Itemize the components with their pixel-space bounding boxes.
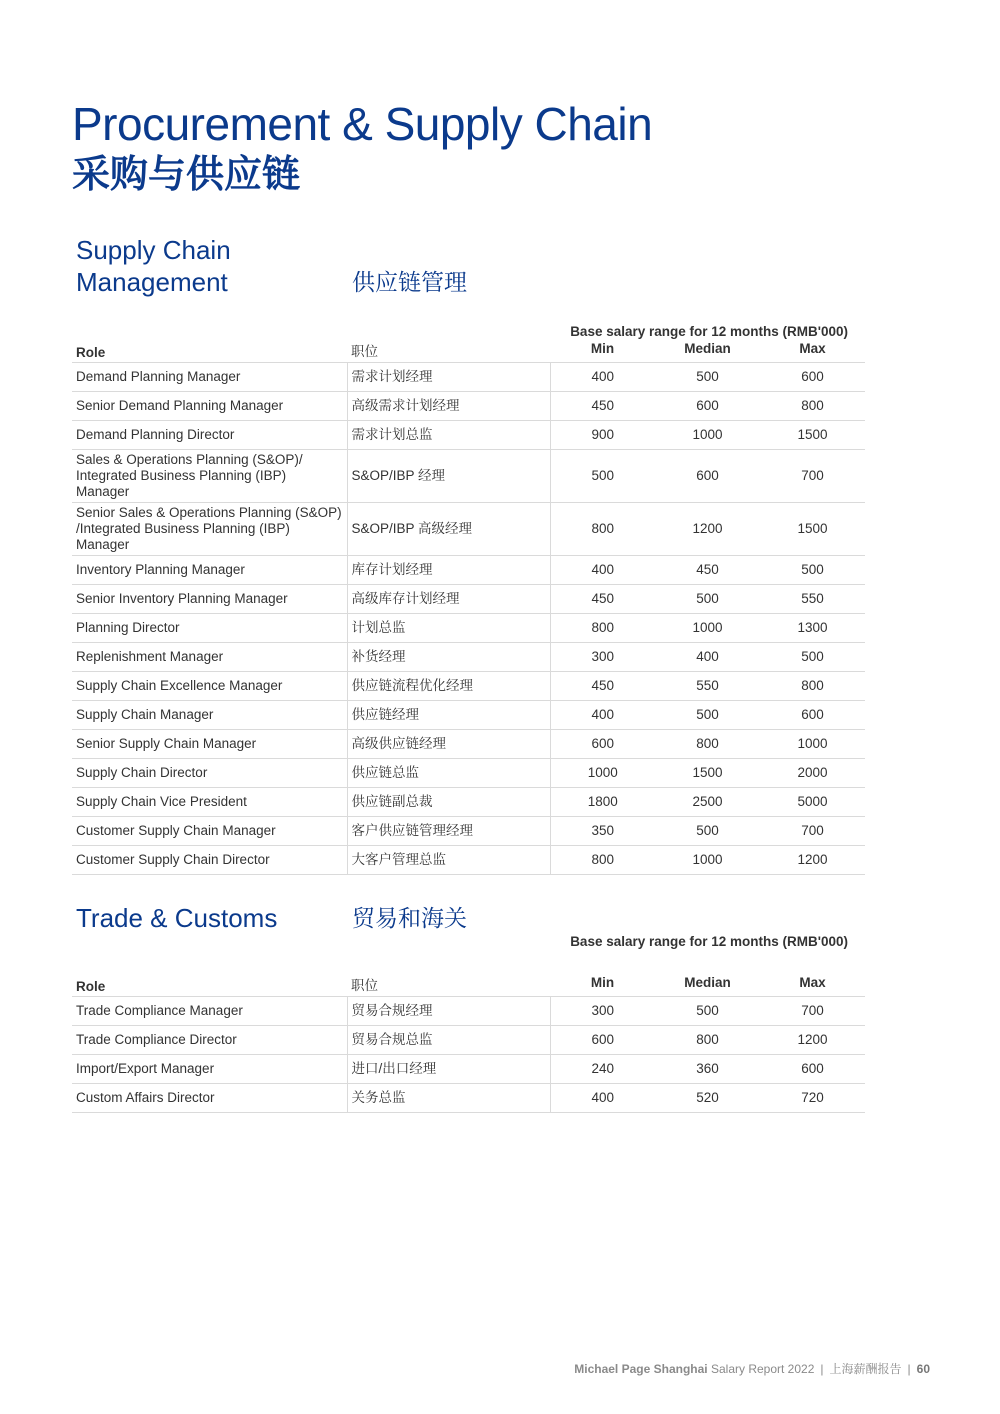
max-salary-cell: 600 <box>760 701 865 730</box>
max-salary-cell: 1500 <box>760 421 865 450</box>
position-cell: 贸易合规经理 <box>347 997 550 1026</box>
min-salary-cell: 800 <box>550 846 655 875</box>
role-cell: Sales & Operations Planning (S&OP)/ Integrated Business Planning (IBP) Manager <box>72 450 347 503</box>
role-cell: Senior Sales & Operations Planning (S&OP) /Integrated Business Planning (IBP) Manager <box>72 503 347 556</box>
median-salary-cell: 450 <box>655 556 760 585</box>
min-salary-cell: 400 <box>550 363 655 392</box>
role-cell: Demand Planning Director <box>72 421 347 450</box>
supply-chain-management-section <box>72 234 864 875</box>
median-salary-cell: 1200 <box>655 503 760 556</box>
section-title-chinese: 供应链管理 <box>352 269 467 295</box>
median-salary-cell: 550 <box>655 672 760 701</box>
max-salary-cell: 1200 <box>760 1026 865 1055</box>
table-row <box>72 1084 865 1113</box>
table-row <box>72 503 865 556</box>
salary-table <box>72 328 865 875</box>
footer-report: Salary Report 2022 <box>710 1362 815 1376</box>
table-row <box>72 450 865 503</box>
role-cell: Supply Chain Excellence Manager <box>72 672 347 701</box>
footer-brand: Michael Page Shanghai <box>574 1362 708 1376</box>
median-salary-cell: 500 <box>655 363 760 392</box>
min-salary-cell: 900 <box>550 421 655 450</box>
position-cell: 供应链副总裁 <box>347 788 550 817</box>
max-salary-cell: 5000 <box>760 788 865 817</box>
min-salary-cell: 450 <box>550 585 655 614</box>
salary-range-label: Base salary range for 12 months (RMB'000) <box>570 324 848 339</box>
position-cell: 关务总监 <box>347 1084 550 1113</box>
max-salary-cell: 500 <box>760 556 865 585</box>
role-cell: Import/Export Manager <box>72 1055 347 1084</box>
min-salary-cell: 1800 <box>550 788 655 817</box>
max-salary-cell: 600 <box>760 363 865 392</box>
median-salary-cell: 1000 <box>655 614 760 643</box>
table-row <box>72 672 865 701</box>
role-cell: Customer Supply Chain Manager <box>72 817 347 846</box>
median-salary-cell: 1000 <box>655 846 760 875</box>
position-cell: 高级需求计划经理 <box>347 392 550 421</box>
trade-customs-section <box>72 870 864 1113</box>
table-row <box>72 556 865 585</box>
role-cell: Trade Compliance Director <box>72 1026 347 1055</box>
position-cell: 库存计划经理 <box>347 556 550 585</box>
column-header-median: Median <box>684 975 731 990</box>
min-salary-cell: 800 <box>550 503 655 556</box>
max-salary-cell: 720 <box>760 1084 865 1113</box>
role-cell: Inventory Planning Manager <box>72 556 347 585</box>
median-salary-cell: 400 <box>655 643 760 672</box>
table-row <box>72 421 865 450</box>
section-header <box>72 870 864 934</box>
table-row <box>72 643 865 672</box>
table-row <box>72 1055 865 1084</box>
min-salary-cell: 450 <box>550 672 655 701</box>
page-footer: Michael Page Shanghai Salary Report 2022 | 上海薪酬报告 | 60 <box>574 1362 930 1376</box>
role-cell: Senior Inventory Planning Manager <box>72 585 347 614</box>
max-salary-cell: 1300 <box>760 614 865 643</box>
max-salary-cell: 700 <box>760 450 865 503</box>
median-salary-cell: 600 <box>655 392 760 421</box>
median-salary-cell: 1500 <box>655 759 760 788</box>
column-header-max: Max <box>799 975 826 990</box>
position-cell: 进口/出口经理 <box>347 1055 550 1084</box>
role-cell: Planning Director <box>72 614 347 643</box>
max-salary-cell: 2000 <box>760 759 865 788</box>
section-title: Supply Chain Management <box>76 235 231 297</box>
position-cell: 需求计划经理 <box>347 363 550 392</box>
max-salary-cell: 800 <box>760 672 865 701</box>
table-row <box>72 1026 865 1055</box>
min-salary-cell: 600 <box>550 730 655 759</box>
role-cell: Trade Compliance Manager <box>72 997 347 1026</box>
table-row <box>72 363 865 392</box>
salary-table <box>72 962 865 1113</box>
min-salary-cell: 400 <box>550 701 655 730</box>
max-salary-cell: 500 <box>760 643 865 672</box>
min-salary-cell: 500 <box>550 450 655 503</box>
role-cell: Customer Supply Chain Director <box>72 846 347 875</box>
column-header-max: Max <box>799 341 826 356</box>
column-header-role: Role <box>76 979 106 994</box>
position-cell: 供应链经理 <box>347 701 550 730</box>
role-cell: Supply Chain Director <box>72 759 347 788</box>
max-salary-cell: 1500 <box>760 503 865 556</box>
role-cell: Senior Demand Planning Manager <box>72 392 347 421</box>
position-cell: 大客户管理总监 <box>347 846 550 875</box>
section-title: Trade & Customs <box>76 903 278 933</box>
salary-range-label: Base salary range for 12 months (RMB'000) <box>570 934 848 949</box>
table-row <box>72 817 865 846</box>
position-cell: 供应链总监 <box>347 759 550 788</box>
position-cell: 客户供应链管理经理 <box>347 817 550 846</box>
table-row <box>72 392 865 421</box>
median-salary-cell: 360 <box>655 1055 760 1084</box>
median-salary-cell: 1000 <box>655 421 760 450</box>
position-cell: 高级库存计划经理 <box>347 585 550 614</box>
role-cell: Supply Chain Vice President <box>72 788 347 817</box>
footer-report-chinese: 上海薪酬报告 <box>829 1362 902 1376</box>
page-title-chinese: 采购与供应链 <box>72 154 301 196</box>
median-salary-cell: 800 <box>655 1026 760 1055</box>
table-row <box>72 997 865 1026</box>
page-number: 60 <box>916 1362 930 1376</box>
position-cell: 需求计划总监 <box>347 421 550 450</box>
section-title-chinese: 贸易和海关 <box>352 905 467 931</box>
median-salary-cell: 2500 <box>655 788 760 817</box>
role-cell: Supply Chain Manager <box>72 701 347 730</box>
role-cell: Demand Planning Manager <box>72 363 347 392</box>
min-salary-cell: 400 <box>550 1084 655 1113</box>
max-salary-cell: 1000 <box>760 730 865 759</box>
median-salary-cell: 500 <box>655 997 760 1026</box>
table-body <box>72 363 865 875</box>
table-row <box>72 701 865 730</box>
position-cell: S&OP/IBP 经理 <box>347 450 550 503</box>
median-salary-cell: 600 <box>655 450 760 503</box>
median-salary-cell: 500 <box>655 585 760 614</box>
position-cell: 供应链流程优化经理 <box>347 672 550 701</box>
table-header-row <box>72 962 865 997</box>
min-salary-cell: 400 <box>550 556 655 585</box>
max-salary-cell: 600 <box>760 1055 865 1084</box>
min-salary-cell: 800 <box>550 614 655 643</box>
min-salary-cell: 300 <box>550 643 655 672</box>
position-cell: S&OP/IBP 高级经理 <box>347 503 550 556</box>
min-salary-cell: 350 <box>550 817 655 846</box>
position-cell: 补货经理 <box>347 643 550 672</box>
min-salary-cell: 1000 <box>550 759 655 788</box>
table-row <box>72 759 865 788</box>
table-row <box>72 730 865 759</box>
position-cell: 计划总监 <box>347 614 550 643</box>
role-cell: Custom Affairs Director <box>72 1084 347 1113</box>
max-salary-cell: 800 <box>760 392 865 421</box>
column-header-role: Role <box>76 345 106 360</box>
table-body <box>72 997 865 1113</box>
max-salary-cell: 700 <box>760 997 865 1026</box>
role-cell: Senior Supply Chain Manager <box>72 730 347 759</box>
page-title: Procurement & Supply Chain <box>72 98 653 150</box>
column-header-min: Min <box>590 975 615 990</box>
median-salary-cell: 500 <box>655 817 760 846</box>
column-header-median: Median <box>684 341 731 356</box>
min-salary-cell: 240 <box>550 1055 655 1084</box>
median-salary-cell: 800 <box>655 730 760 759</box>
max-salary-cell: 1200 <box>760 846 865 875</box>
median-salary-cell: 500 <box>655 701 760 730</box>
table-row <box>72 614 865 643</box>
column-header-position: 职位 <box>351 344 378 359</box>
role-cell: Replenishment Manager <box>72 643 347 672</box>
table-row <box>72 585 865 614</box>
min-salary-cell: 600 <box>550 1026 655 1055</box>
median-salary-cell: 520 <box>655 1084 760 1113</box>
column-header-position: 职位 <box>351 978 378 993</box>
position-cell: 贸易合规总监 <box>347 1026 550 1055</box>
column-header-min: Min <box>590 341 615 356</box>
min-salary-cell: 300 <box>550 997 655 1026</box>
max-salary-cell: 700 <box>760 817 865 846</box>
min-salary-cell: 450 <box>550 392 655 421</box>
table-row <box>72 788 865 817</box>
position-cell: 高级供应链经理 <box>347 730 550 759</box>
max-salary-cell: 550 <box>760 585 865 614</box>
